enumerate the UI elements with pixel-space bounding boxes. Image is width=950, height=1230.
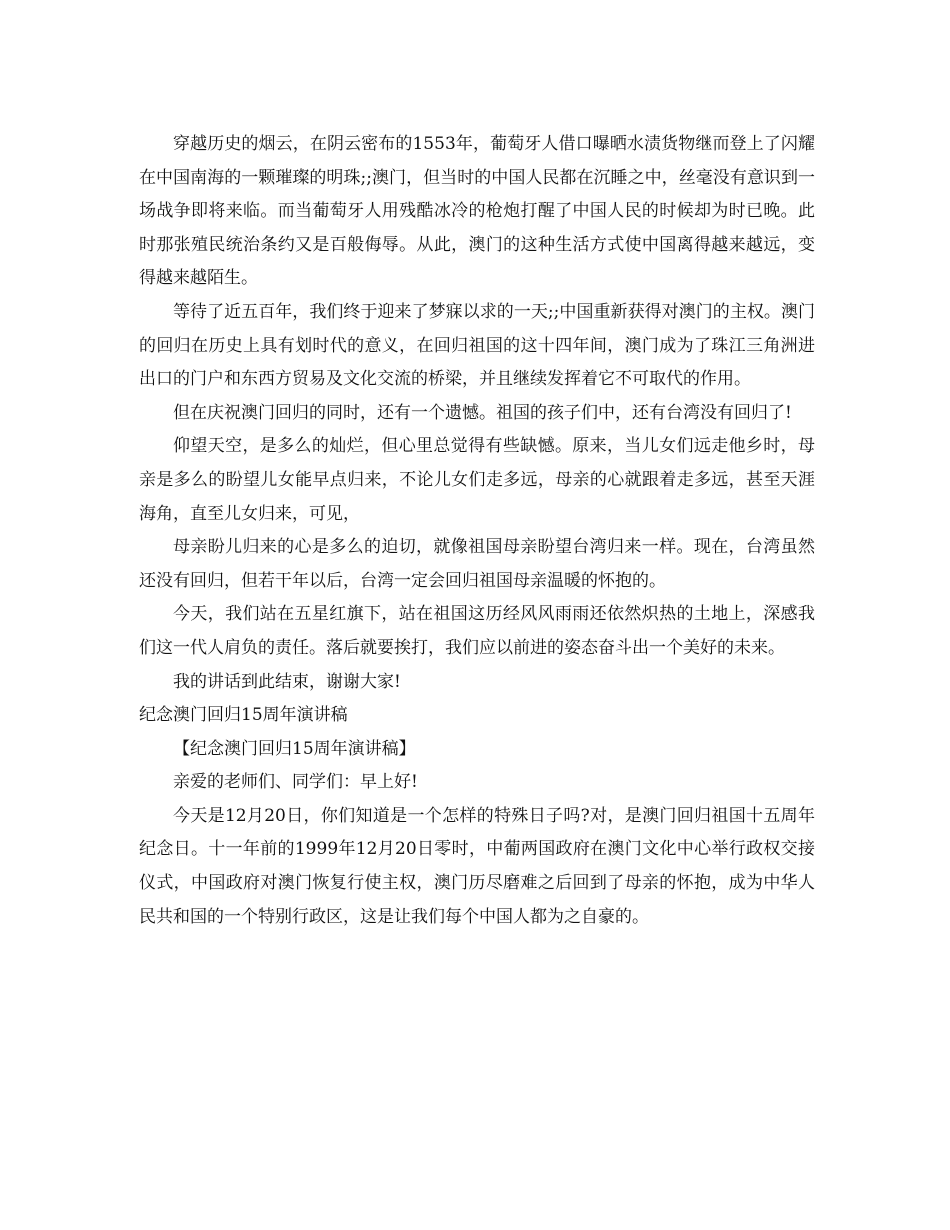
paragraph-history: 穿越历史的烟云，在阴云密布的1553年，葡萄牙人借口曝晒水渍货物继而登上了闪耀在中国南海的一颗璀璨的明珠;;澳门，但当时的中国人民都在沉睡之中，丝毫没有意识到一场战争即将来临。而当葡萄牙人用残酷冰冷的枪炮打醒了中国人民的时候却为时已晚。此时那张殖民统治条约又是百般侮辱。从此，澳门的这种生活方式使中国离得越来越远，变得越来越陌生。 bbox=[139, 134, 815, 289]
greeting: 亲爱的老师们、同学们：早上好! bbox=[173, 772, 418, 793]
bracket-title: 【纪念澳门回归15周年演讲稿】 bbox=[173, 738, 416, 759]
paragraph-responsibility: 今天，我们站在五星红旗下，站在祖国这历经风风雨雨还依然炽热的土地上，深感我们这一代人肩负的责任。落后就要挨打，我们应以前进的姿态奋斗出一个美好的未来。 bbox=[139, 604, 815, 658]
paragraph-looking-at-sky: 仰望天空，是多么的灿烂，但心里总觉得有些缺憾。原来，当儿女们远走他乡时，母亲是多么的盼望儿女能早点归来，不论儿女们走多远，母亲的心就跟着走多远，甚至天涯海角，直至儿女归来，可见， bbox=[139, 436, 815, 524]
paragraph-anniversary: 今天是12月20日，你们知道是一个怎样的特殊日子吗?对，是澳门回归祖国十五周年纪念日。十一年前的1999年12月20日零时，中葡两国政府在澳门文化中心举行政权交接仪式，中国政府对澳门恢复行使主权，澳门历尽磨难之后回到了母亲的怀抱，成为中华人民共和国的一个特别行政区，这是让我们每个中国人都为之自豪的。 bbox=[139, 805, 815, 927]
paragraph-speech-end: 我的讲话到此结束，谢谢大家! bbox=[173, 671, 401, 692]
section-title: 纪念澳门回归15周年演讲稿 bbox=[139, 705, 348, 726]
paragraph-mother-longing: 母亲盼儿归来的心是多么的迫切，就像祖国母亲盼望台湾归来一样。现在，台湾虽然还没有回归，但若干年以后，台湾一定会回归祖国母亲温暖的怀抱的。 bbox=[139, 537, 815, 591]
paragraph-sovereignty: 等待了近五百年，我们终于迎来了梦寐以求的一天;;中国重新获得对澳门的主权。澳门的回归在历史上具有划时代的意义，在回归祖国的这十四年间，澳门成为了珠江三角洲进出口的门户和东西方贸易及文化交流的桥梁，并且继续发挥着它不可取代的作用。 bbox=[139, 301, 815, 390]
paragraph-taiwan-regret: 但在庆祝澳门回归的同时，还有一个遗憾。祖国的孩子们中，还有台湾没有回归了! bbox=[173, 402, 792, 423]
document-body bbox=[139, 128, 815, 934]
